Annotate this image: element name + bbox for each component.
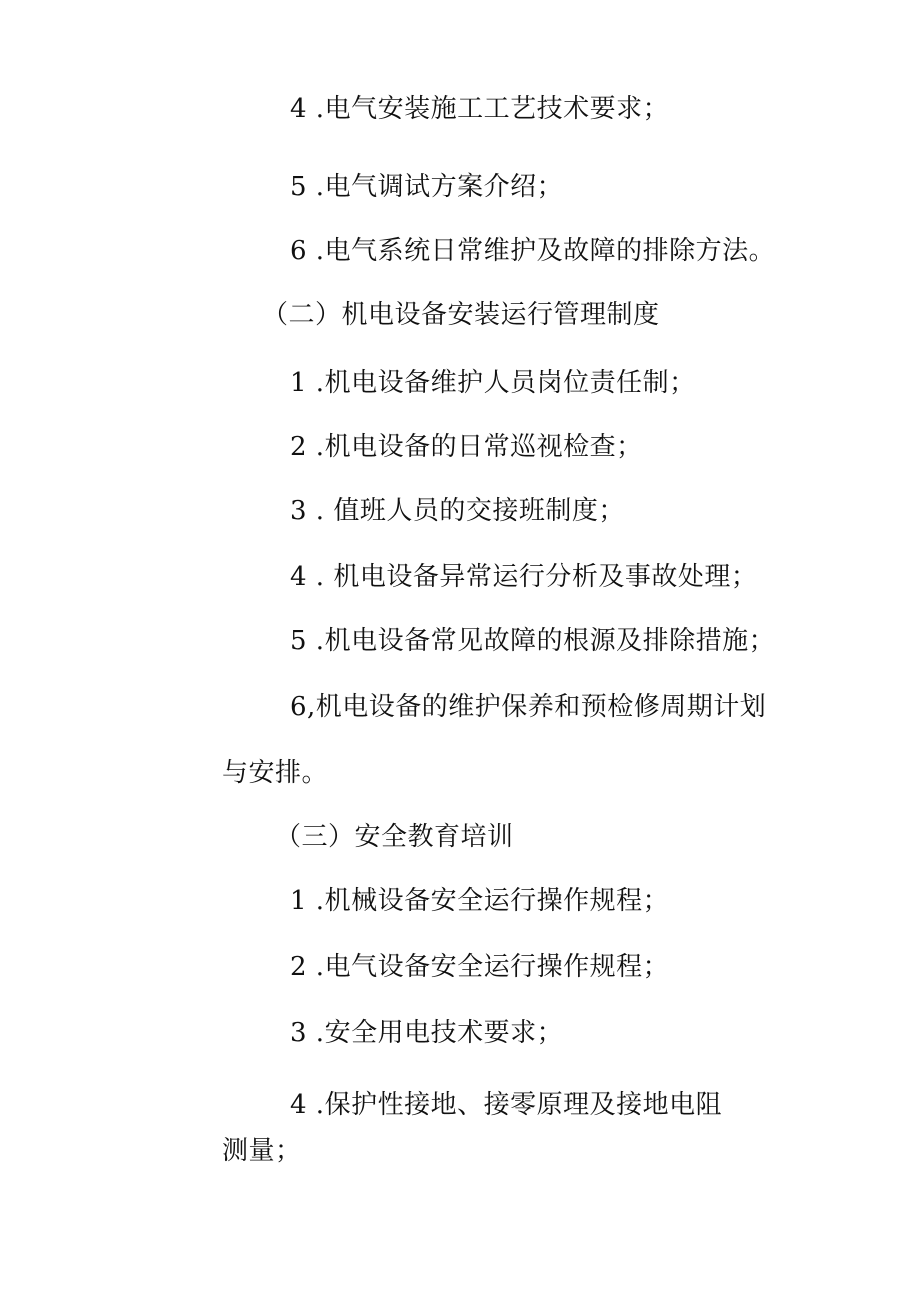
text-line-10: 6,机电设备的维护保养和预检修周期计划 [290, 692, 767, 722]
section-heading-3: （三）安全教育培训 [275, 822, 514, 852]
text-line-8: 4 . 机电设备异常运行分析及事故处理； [290, 562, 758, 592]
text-line-17: 测量； [222, 1136, 302, 1166]
text-line-9: 5 .机电设备常见故障的根源及排除措施； [290, 626, 776, 656]
text-line-3: 6 .电气系统日常维护及故障的排除方法。 [290, 236, 776, 266]
text-line-15: 3 .安全用电技术要求； [290, 1018, 564, 1048]
text-line-13: 1 .机械设备安全运行操作规程； [290, 886, 670, 916]
text-line-16: 4 .保护性接地、接零原理及接地电阻 [290, 1090, 723, 1120]
text-line-11: 与安排。 [222, 758, 329, 788]
text-line-2: 5 .电气调试方案介绍； [290, 172, 564, 202]
text-line-5: 1 .机电设备维护人员岗位责任制； [290, 368, 696, 398]
text-line-1: 4 .电气安装施工工艺技术要求； [290, 94, 670, 124]
section-heading-2: （二）机电设备安装运行管理制度 [262, 300, 660, 330]
text-line-6: 2 .机电设备的日常巡视检查； [290, 432, 643, 462]
text-line-7: 3 . 值班人员的交接班制度； [290, 496, 625, 526]
text-line-14: 2 .电气设备安全运行操作规程； [290, 952, 670, 982]
